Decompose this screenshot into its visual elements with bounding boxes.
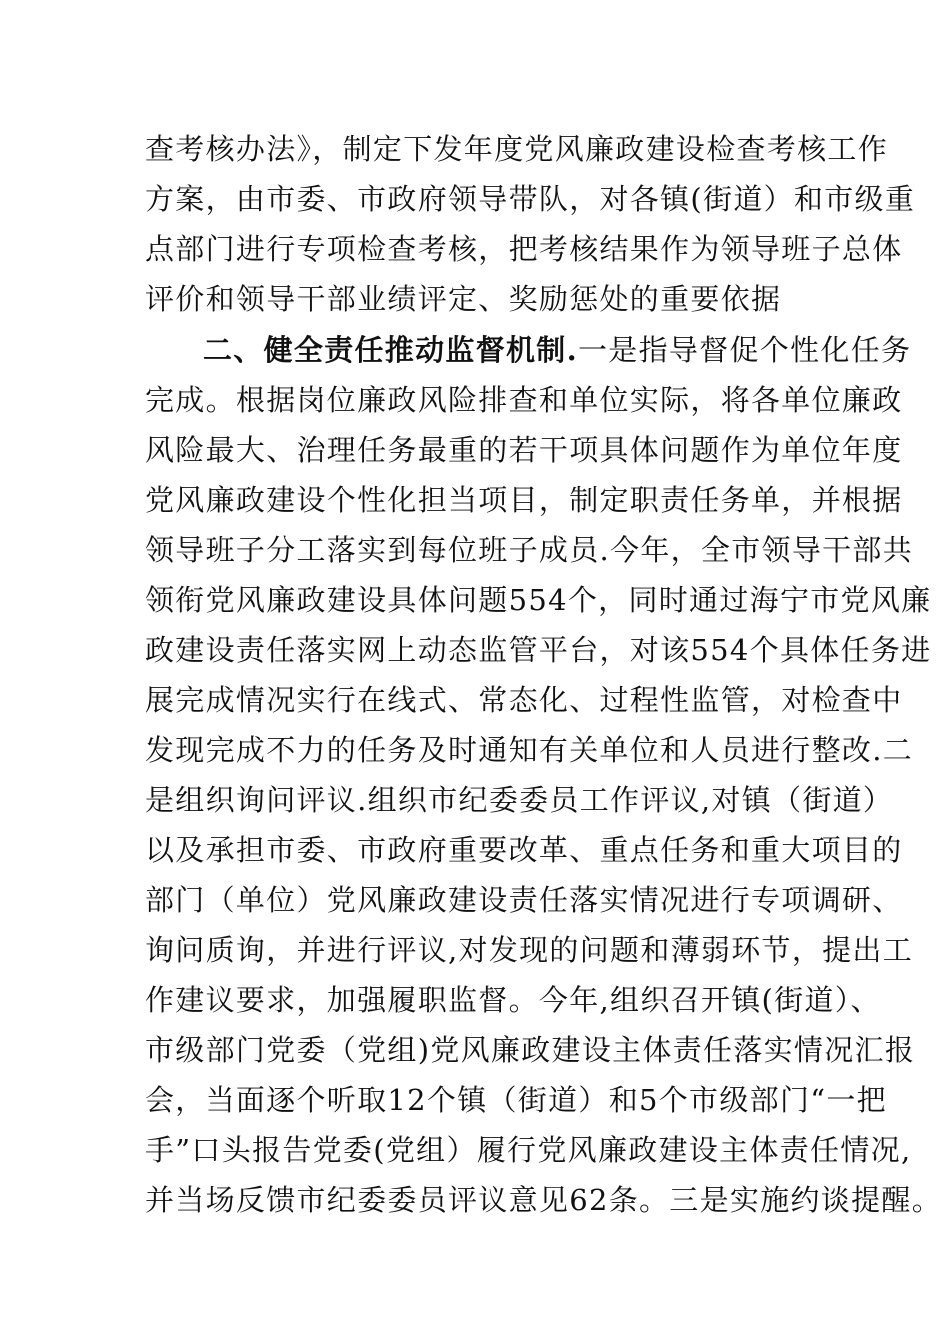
text-line: 是组织询问评议.组织市纪委委员工作评议,对镇（街道） xyxy=(145,783,894,817)
text-line: 党风廉政建设个性化担当项目，制定职责任务单，并根据 xyxy=(145,483,903,517)
section-heading: 二、健全责任推动监督机制. xyxy=(203,333,578,367)
text-line: 发现完成不力的任务及时通知有关单位和人员进行整改.二 xyxy=(145,733,914,767)
text-line: 并当场反馈市纪委委员评议意见62条。三是实施约谈提醒。 xyxy=(145,1183,943,1217)
text-line: 点部门进行专项检查考核，把考核结果作为领导班子总体 xyxy=(145,232,903,266)
text-span: 一是指导督促个性化任务 xyxy=(578,333,912,367)
text-line: 部门（单位）党风廉政建设责任落实情况进行专项调研、 xyxy=(145,883,903,917)
text-line: 展完成情况实行在线式、常态化、过程性监管，对检查中 xyxy=(145,683,903,717)
text-line: 风险最大、治理任务最重的若干项具体问题作为单位年度 xyxy=(145,433,903,467)
text-line: 会，当面逐个听取12个镇（街道）和5个市级部门“一把 xyxy=(145,1083,887,1117)
text-line: 完成。根据岗位廉政风险排查和单位实际，将各单位廉政 xyxy=(145,383,903,417)
text-line: 政建设责任落实网上动态监管平台，对该554个具体任务进 xyxy=(145,633,932,667)
text-line: 市级部门党委（党组)党风廉政建设主体责任落实情况汇报 xyxy=(145,1033,916,1067)
text-line: 领衔党风廉政建设具体问题554个，同时通过海宁市党风廉 xyxy=(145,583,932,617)
text-line: 领导班子分工落实到每位班子成员.今年，全市领导干部共 xyxy=(145,533,914,567)
text-line: 询问质询，并进行评议,对发现的问题和薄弱环节，提出工 xyxy=(145,933,914,967)
text-line: 评价和领导干部业绩评定、奖励惩处的重要依据 xyxy=(145,282,782,316)
text-line: 方案，由市委、市政府领导带队，对各镇(街道）和市级重 xyxy=(145,182,916,216)
text-line: 作建议要求，加强履职监督。今年,组织召开镇(街道）、 xyxy=(145,983,881,1017)
text-line: 以及承担市委、市政府重要改革、重点任务和重大项目的 xyxy=(145,833,903,867)
text-line: 查考核办法》，制定下发年度党风廉政建设检查考核工作 xyxy=(145,132,889,166)
text-line: 手”口头报告党委(党组）履行党风廉政建设主体责任情况, xyxy=(145,1133,912,1167)
section-heading-line xyxy=(203,330,912,370)
